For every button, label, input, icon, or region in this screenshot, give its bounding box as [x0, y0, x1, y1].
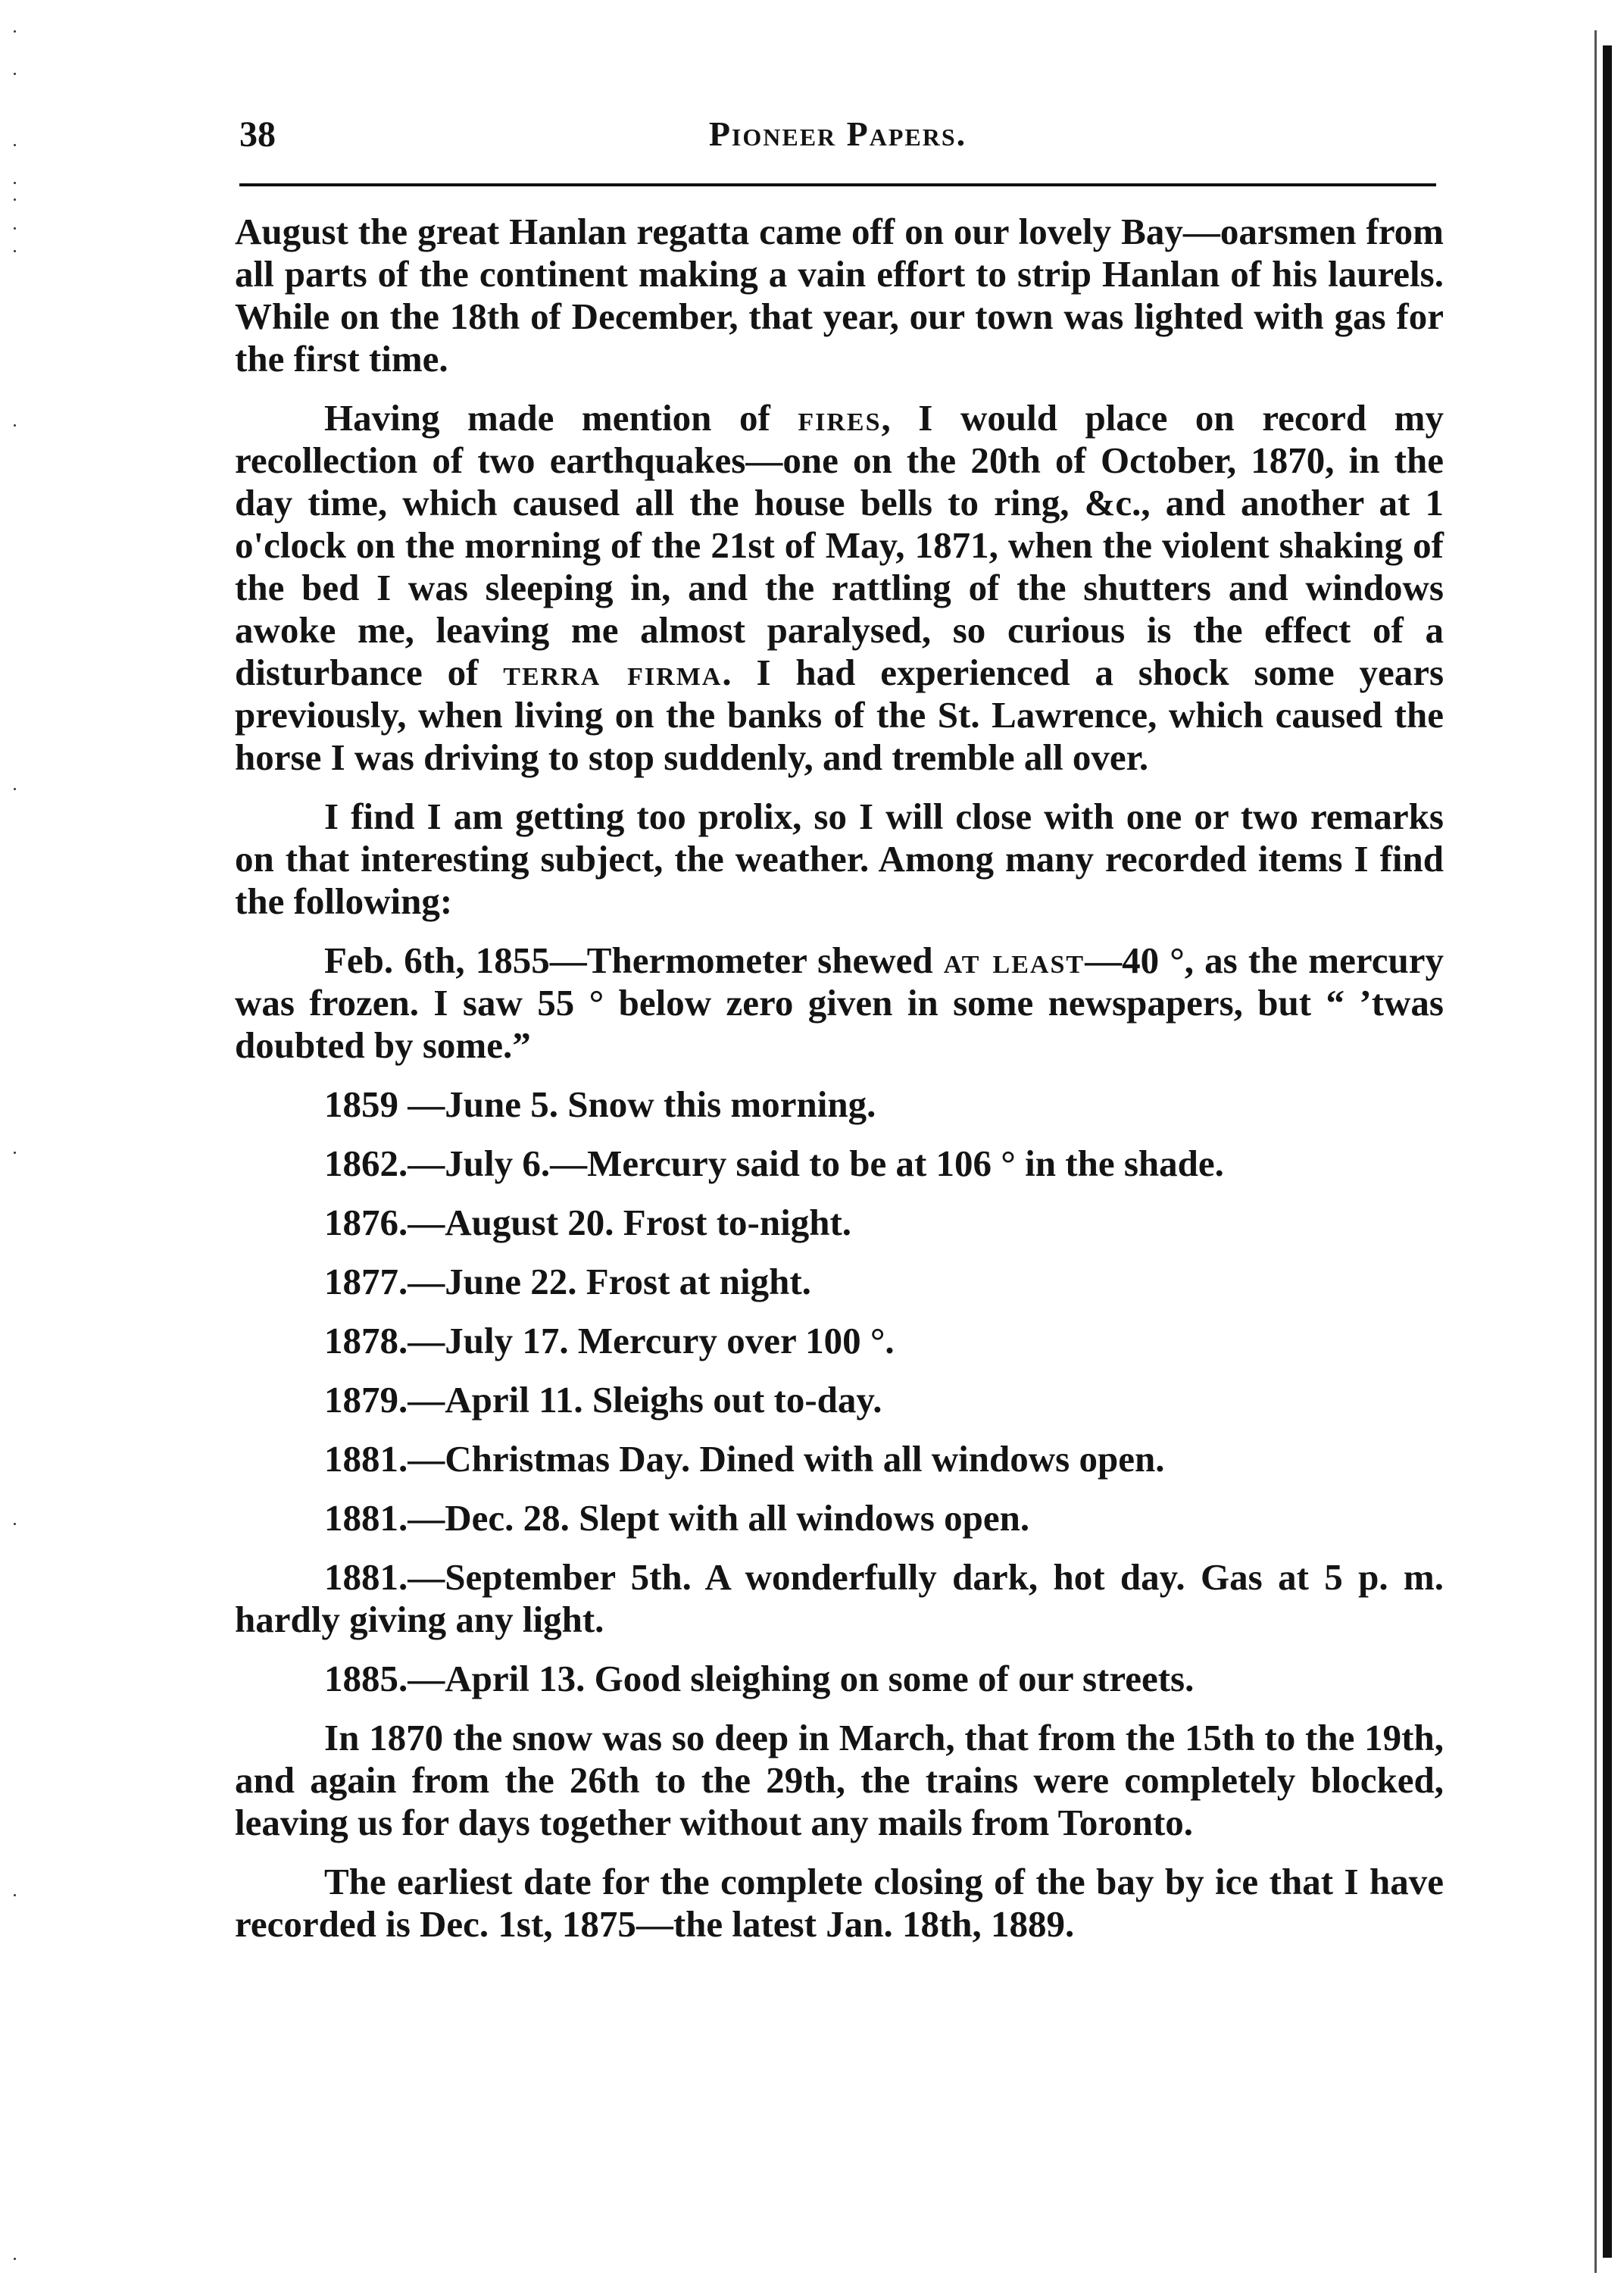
weather-entry: 1881.—Dec. 28. Slept with all windows open. [324, 1497, 1030, 1539]
weather-entry: 1885.—April 13. Good sleighing on some of our streets. [324, 1658, 1195, 1699]
scan-edge-line [1594, 30, 1597, 2273]
weather-entry: 1876.—August 20. Frost to-night. [324, 1202, 852, 1243]
page-number: 38 [239, 114, 276, 155]
weather-entry: 1881.—Christmas Day. Dined with all windows open. [324, 1438, 1165, 1480]
text-run: , I would place on record my recollection of two earthquakes—one on the 20th of October, 1870, in the day time, which caused all the house bells to ring, &c., and another at 1 o'clock on the morning of the 21st of May, 1871, when the violent shaking of the bed I was sleeping in, and the rattling of the shutters and windows awoke me, leaving me almost paralysed, so curious is the effect of a disturbance of [235, 397, 1444, 693]
paragraph [235, 939, 1444, 1067]
paragraph: I find I am getting too prolix, so I will close with one or two remarks on that interesting subject, the weather. Among many recorded items I find the following: [235, 796, 1444, 922]
small-caps-run: terra firma [503, 652, 723, 693]
scan-edge-dots [11, 0, 18, 2285]
weather-entry: 1881.—September 5th. A wonderfully dark, hot day. Gas at 5 p. m. hardly giving any light. [235, 1556, 1444, 1640]
paragraph: The earliest date for the complete closing of the bay by ice that I have recorded is Dec. 1st, 1875—the latest Jan. 18th, 1889. [235, 1861, 1444, 1945]
weather-entry: 1859 —June 5. Snow this morning. [324, 1083, 876, 1125]
text-run: Feb. 6th, 1855—Thermometer shewed [324, 939, 944, 981]
running-head: Pioneer Papers. [708, 114, 967, 153]
page-header [239, 114, 1436, 159]
body-text [235, 211, 1444, 1962]
weather-entry: 1879.—April 11. Sleighs out to-day. [324, 1379, 882, 1421]
small-caps-run: fires [798, 397, 882, 439]
weather-entry: 1877.—June 22. Frost at night. [324, 1261, 811, 1302]
weather-entry: 1862.—July 6.—Mercury said to be at 106 ° in the shade. [324, 1142, 1224, 1184]
text-run: —40 °, as the mercury was frozen. I saw 55 ° below zero given in some newspapers, but “ ’twas doubted by some.” [235, 939, 1444, 1066]
text-run: Having made mention of [324, 397, 798, 439]
scan-edge-shadow [1603, 45, 1612, 2258]
paragraph: August the great Hanlan regatta came off on our lovely Bay—oarsmen from all parts of the continent making a vain effort to strip Hanlan of his laurels. While on the 18th of December, that year, our town was lighted with gas for the first time. [235, 211, 1444, 380]
small-caps-run: at least [943, 939, 1085, 981]
paragraph [235, 397, 1444, 779]
header-rule [239, 183, 1436, 186]
weather-entry: 1878.—July 17. Mercury over 100 °. [324, 1320, 895, 1361]
text-run: . I had experienced a shock some years previously, when living on the banks of the St. Lawrence, which caused the horse I was driving to stop suddenly, and tremble all over. [235, 652, 1444, 778]
paragraph: In 1870 the snow was so deep in March, that from the 15th to the 19th, and again from the 26th to the 29th, the trains were completely blocked, leaving us for days together without any mails from Toronto. [235, 1717, 1444, 1843]
